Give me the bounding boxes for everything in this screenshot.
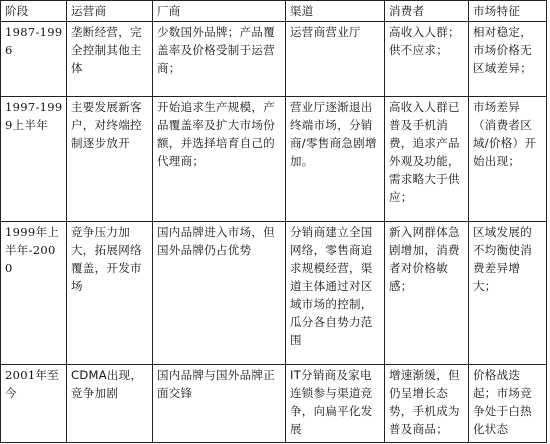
cell-period: 1997-1999上半年	[1, 97, 67, 222]
cell-consumer: 新入网群体急剧增加，消费者对价格敏感；	[385, 222, 469, 365]
cell-manufacturer: 开始追求生产规模，产品覆盖率及扩大市场份额，并选择培育自己的代理商；	[153, 97, 286, 222]
header-manufacturer: 厂商	[153, 1, 286, 22]
cell-channel: IT分销商及家电连锁参与渠道竞争，向扁平化发展	[286, 365, 385, 443]
cell-operator: 主要发展新客户，对终端控制逐步放开	[67, 97, 153, 222]
table-row	[1, 22, 547, 97]
cell-operator: 垄断经营，完全控制其他主体	[67, 22, 153, 97]
cell-consumer: 增速渐缓，但仍呈增长态势，手机成为普及商品；	[385, 365, 469, 443]
cell-consumer: 高收入人群；供不应求；	[385, 22, 469, 97]
cell-channel: 分销商建立全国网络，零售商追求规模经营，渠道主体通过对区域市场的控制，瓜分各自势力范围	[286, 222, 385, 365]
cell-manufacturer: 国内品牌与国外品牌正面交锋	[153, 365, 286, 443]
cell-market: 相对稳定，市场价格无区域差异；	[469, 22, 547, 97]
cell-operator: CDMA出现，竞争加剧	[67, 365, 153, 443]
cell-market: 市场差异（消费者区域/价格）开始出现；	[469, 97, 547, 222]
cell-period: 1987-1996	[1, 22, 67, 97]
header-channel: 渠道	[286, 1, 385, 22]
cell-period: 2001年至今	[1, 365, 67, 443]
cell-channel: 运营商营业厅	[286, 22, 385, 97]
header-market: 市场特征	[469, 1, 547, 22]
header-period: 阶段	[1, 1, 67, 22]
cell-consumer: 高收入人群已普及手机消费，追求产品外观及功能，需求略大于供应；	[385, 97, 469, 222]
cell-market: 区域发展的不均衡使消费差异增大；	[469, 222, 547, 365]
table-row	[1, 97, 547, 222]
header-consumer: 消费者	[385, 1, 469, 22]
cell-market: 价格战迭起；市场竞争处于白热化状态	[469, 365, 547, 443]
header-operator: 运营商	[67, 1, 153, 22]
table-row	[1, 365, 547, 443]
cell-channel: 营业厅逐渐退出终端市场，分销商/零售商急剧增加。	[286, 97, 385, 222]
table-header-row	[1, 1, 547, 22]
table-row	[1, 222, 547, 365]
cell-manufacturer: 国内品牌进入市场，但国外品牌仍占优势	[153, 222, 286, 365]
cell-period: 1999年上半年-2000	[1, 222, 67, 365]
cell-operator: 竞争压力加大，拓展网络覆盖，开发市场	[67, 222, 153, 365]
cell-manufacturer: 少数国外品牌；产品覆盖率及价格受制于运营商；	[153, 22, 286, 97]
